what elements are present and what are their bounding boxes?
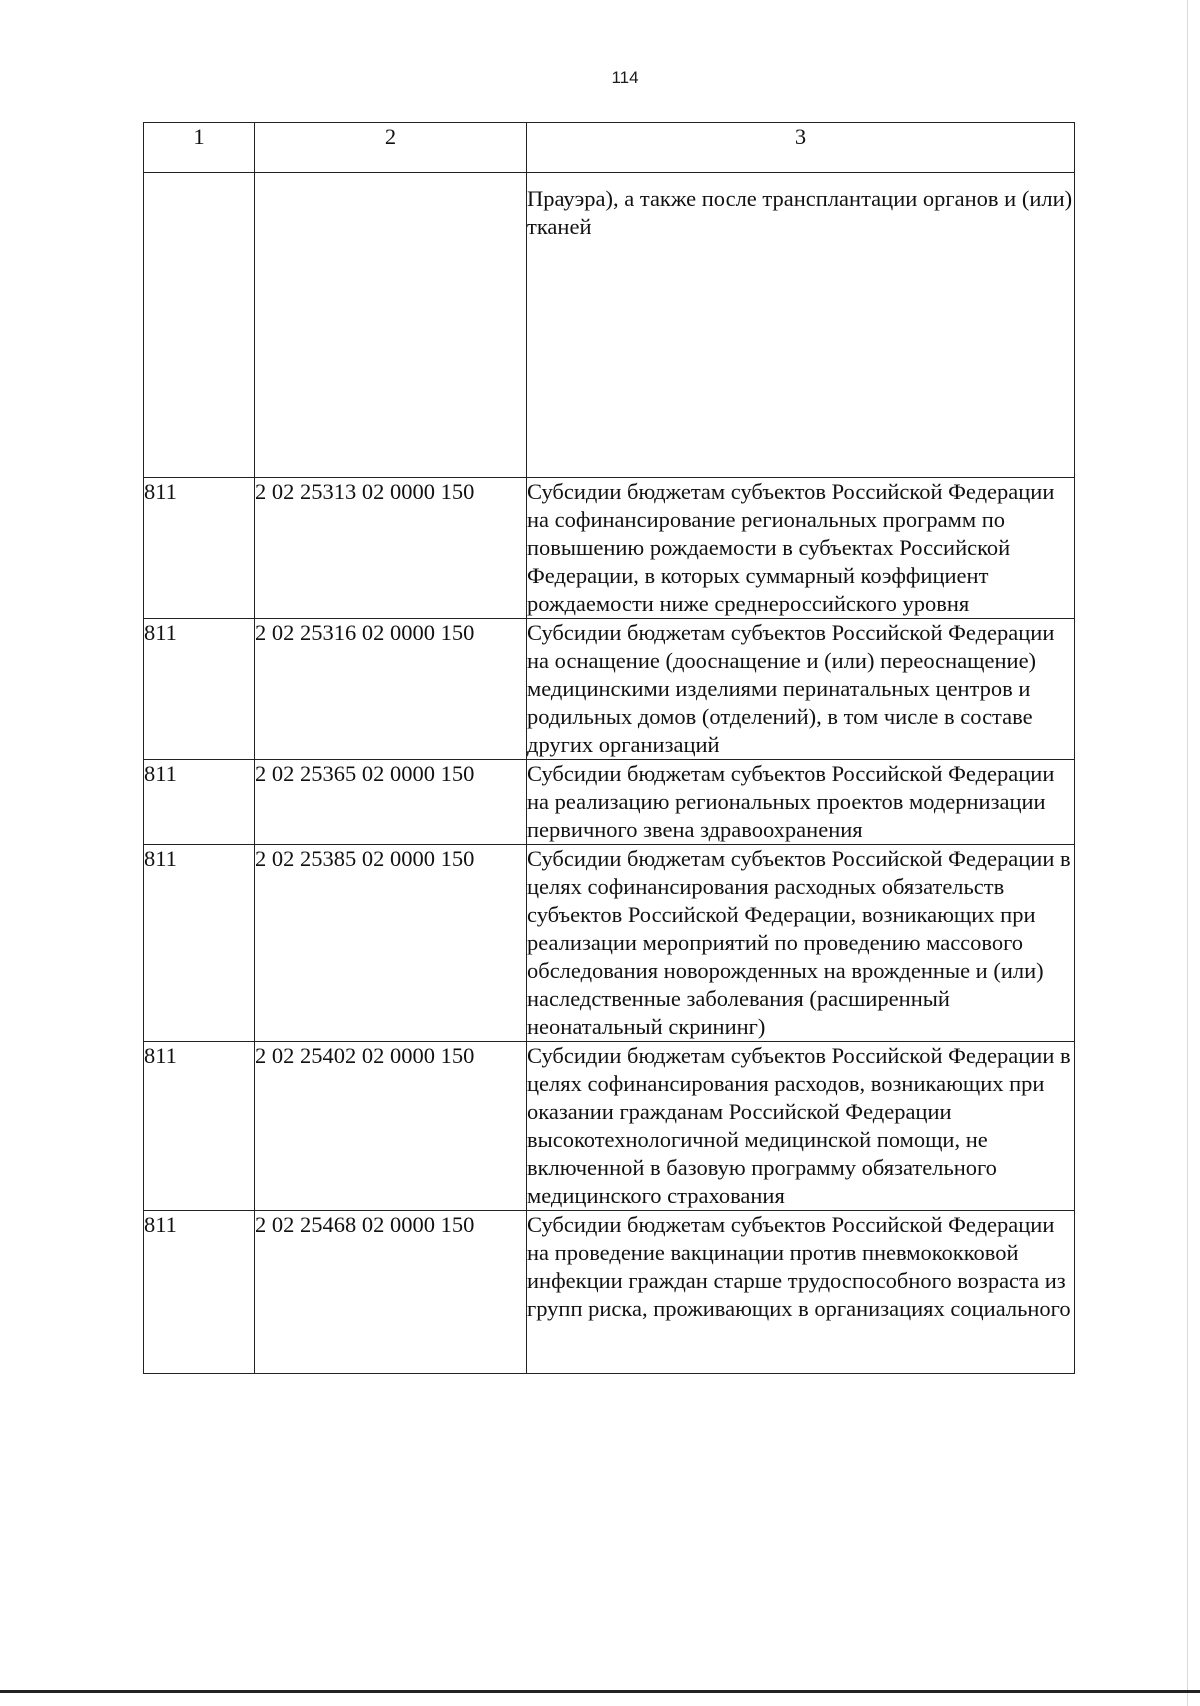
table-row [144,1211,1075,1374]
admin-code-cell: 811 [144,1211,255,1374]
budget-code-cell: 2 02 25365 02 0000 150 [255,760,527,845]
table-row [144,1042,1075,1211]
table-row [144,619,1075,760]
page-number: 114 [611,68,639,87]
budget-code-cell: 2 02 25316 02 0000 150 [255,619,527,760]
table-row [144,845,1075,1042]
admin-code-cell: 811 [144,619,255,760]
continuation-admin-cell [144,173,255,478]
continuation-row [144,173,1075,478]
column-header-2: 2 [255,123,527,173]
description-cell: Субсидии бюджетам субъектов Российской Федерации на реализацию региональных проектов модернизации первичного звена здравоохранения [527,760,1075,845]
scan-edge-right [1187,0,1188,1706]
description-cell: Субсидии бюджетам субъектов Российской Федерации на софинансирование региональных программ по повышению рождаемости в субъектах Российской Федерации, в которых суммарный коэффициент рождаемости ниже среднероссийского уровня [527,478,1075,619]
budget-code-cell: 2 02 25385 02 0000 150 [255,845,527,1042]
table-header [144,123,1075,173]
budget-code-cell: 2 02 25468 02 0000 150 [255,1211,527,1374]
admin-code-cell: 811 [144,845,255,1042]
continuation-code-cell [255,173,527,478]
budget-code-cell: 2 02 25313 02 0000 150 [255,478,527,619]
scan-edge-bottom [0,1690,1200,1693]
description-cell: Субсидии бюджетам субъектов Российской Федерации в целях софинансирования расходных обязательств субъектов Российской Федерации, возникающих при реализации мероприятий по проведению массового обследования новорожденных на врожденные и (или) наследственные заболевания (расширенный неонатальный скрининг) [527,845,1075,1042]
description-cell: Субсидии бюджетам субъектов Российской Федерации на оснащение (дооснащение и (или) переоснащение) медицинскими изделиями перинатальных центров и родильных домов (отделений), в том числе в составе других организаций [527,619,1075,760]
column-header-3: 3 [527,123,1075,173]
column-header-1: 1 [144,123,255,173]
continuation-description: Прауэра), а также после трансплантации органов и (или) тканей [527,173,1075,478]
header-row [144,123,1075,173]
description-cell: Субсидии бюджетам субъектов Российской Федерации на проведение вакцинации против пневмококковой инфекции граждан старше трудоспособного возраста из групп риска, проживающих в организациях социального [527,1211,1075,1374]
admin-code-cell: 811 [144,760,255,845]
budget-code-cell: 2 02 25402 02 0000 150 [255,1042,527,1211]
description-cell: Субсидии бюджетам субъектов Российской Федерации в целях софинансирования расходов, возникающих при оказании гражданам Российской Федерации высокотехнологичной медицинской помощи, не включенной в базовую программу обязательного медицинского страхования [527,1042,1075,1211]
budget-classification-table [143,122,1075,1374]
table-row [144,478,1075,619]
admin-code-cell: 811 [144,1042,255,1211]
table-row [144,760,1075,845]
table-body [144,173,1075,1374]
admin-code-cell: 811 [144,478,255,619]
